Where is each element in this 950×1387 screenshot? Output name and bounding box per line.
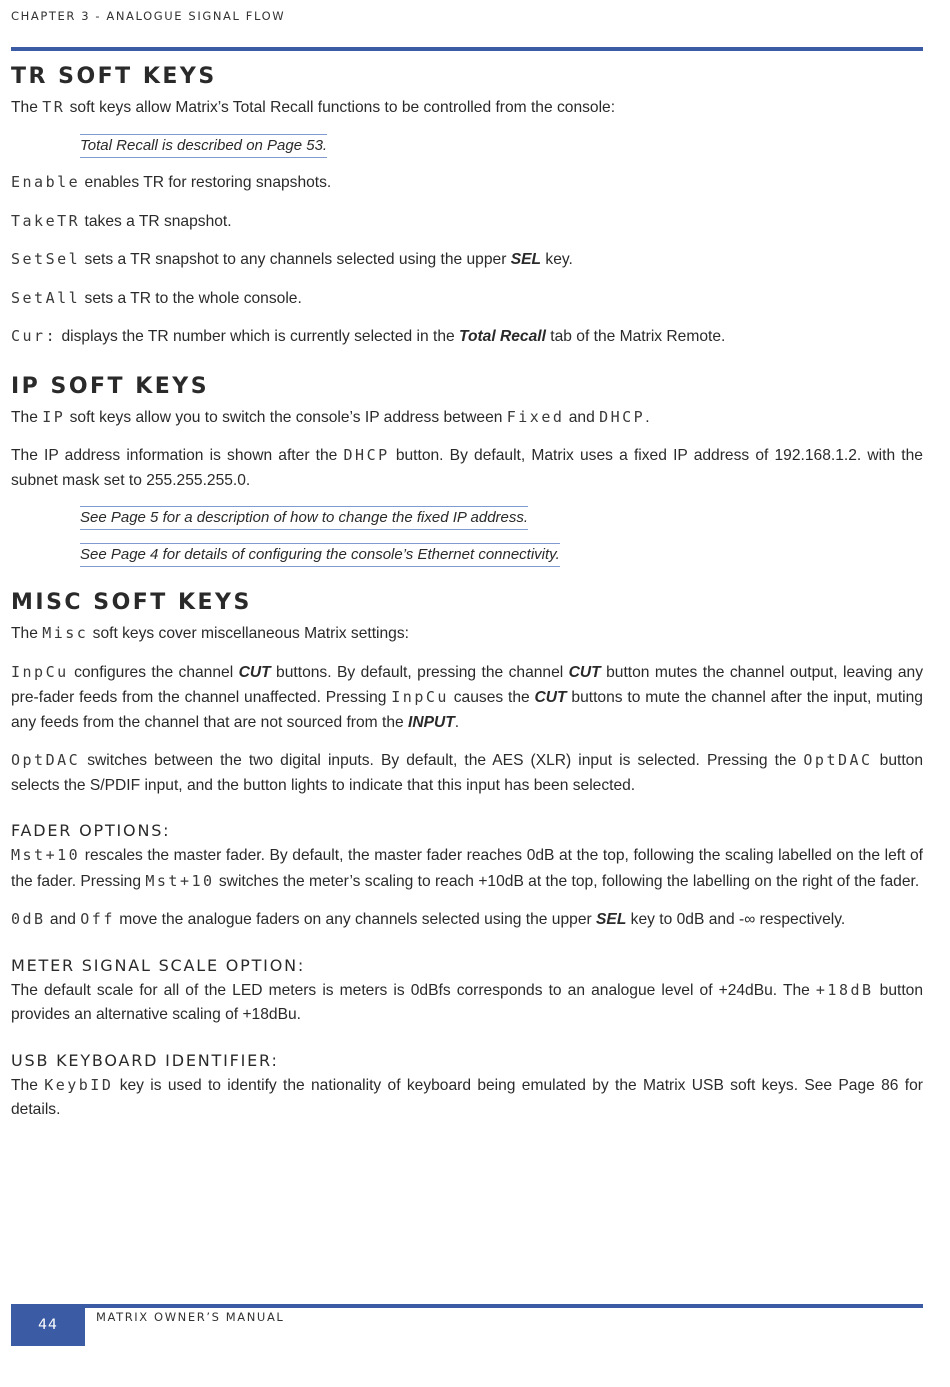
tr-intro: The TR soft keys allow Matrix’s Total Recall functions to be controlled from the console:: [11, 98, 616, 116]
lcd-key-setall: SetAll: [11, 288, 81, 307]
lcd-key-misc: Misc: [42, 624, 89, 642]
ip-note-1: [80, 506, 923, 531]
section-title-misc: MISC SOFT KEYS: [11, 590, 252, 615]
ip-intro: The IP soft keys allow you to switch the console’s IP address between Fixed and DHCP.: [11, 407, 650, 426]
footer-title: MATRIX OWNER’S MANUAL: [96, 1310, 285, 1324]
misc-optdac: OptDAC switches between the two digital inputs. By default, the AES (XLR) input is selected. Pressing the OptDAC button selects the S/PDIF input, and the button lights to indicate that this input has been selected.: [11, 751, 924, 794]
lcd-key-taketr: TakeTR: [11, 211, 81, 230]
header-rule: [11, 47, 923, 51]
running-header: CHAPTER 3 - ANALOGUE SIGNAL FLOW: [11, 9, 286, 23]
lcd-key-dhcp-2: DHCP: [343, 446, 390, 464]
misc-intro: The Misc soft keys cover miscellaneous Matrix settings:: [11, 624, 409, 642]
lcd-key-ip: IP: [42, 407, 66, 426]
lcd-key-optdac: OptDAC: [11, 751, 81, 769]
lcd-key-keybid: KeybID: [44, 1075, 114, 1094]
lcd-key-18db: +18dB: [815, 980, 874, 999]
lcd-key-inpcu: InpCu: [11, 662, 69, 681]
section-title-tr: TR SOFT KEYS: [11, 64, 217, 89]
footer-rule: [11, 1304, 923, 1308]
lcd-key-off: Off: [80, 910, 115, 928]
lcd-key-enable: Enable: [11, 173, 81, 191]
page-number: 44: [11, 1304, 85, 1346]
cross-reference-link[interactable]: See Page 4 for details of configuring the console’s Ethernet connectivity.: [80, 543, 560, 567]
tr-item-enable: Enable enables TR for restoring snapshots.: [11, 173, 332, 191]
tr-item-setsel: SetSel sets a TR snapshot to any channels selected using the upper SEL key.: [11, 250, 573, 268]
lcd-key-tr: TR: [42, 98, 66, 116]
lcd-key-mst10-2: Mst+10: [145, 871, 215, 890]
lcd-key-mst10: Mst+10: [11, 846, 81, 864]
fader-0db: 0dB and Off move the analogue faders on any channels selected using the upper SEL key to 0dB and -∞ respectively.: [11, 910, 846, 928]
ip-info: The IP address information is shown after the DHCP button. By default, Matrix uses a fixed IP address of 192.168.1.2. with the subnet mask set to 255.255.255.0.: [11, 446, 923, 489]
lcd-key-optdac-2: OptDAC: [803, 751, 873, 769]
tr-item-cur: Cur: displays the TR number which is currently selected in the Total Recall tab of the Matrix Remote.: [11, 327, 726, 345]
fader-mst: Mst+10 rescales the master fader. By default, the master fader reaches 0dB at the top, following the scaling labelled on the left of the fader. Pressing Mst+10 switches the meter’s scaling to reach +10dB at the top, following the labelling on the right of the fader.: [11, 846, 923, 890]
misc-inpcu: InpCu configures the channel CUT buttons. By default, pressing the channel CUT button mutes the channel output, leaving any pre-fader feeds from the channel unaffected. Pressing InpCu causes the CUT buttons to mute the channel after the input, muting any feeds from the channel that are not sourced from the INPUT.: [11, 662, 923, 731]
cross-reference-link[interactable]: See Page 5 for a description of how to change the fixed IP address.: [80, 506, 528, 530]
tr-item-taketr: TakeTR takes a TR snapshot.: [11, 211, 232, 230]
subsection-title-fader: FADER OPTIONS:: [11, 821, 171, 840]
tr-item-setall: SetAll sets a TR to the whole console.: [11, 288, 302, 307]
lcd-key-dhcp: DHCP: [599, 407, 646, 426]
lcd-key-setsel: SetSel: [11, 250, 81, 268]
lcd-key-cur: Cur:: [11, 327, 58, 345]
usb-text: The KeybID key is used to identify the nationality of keyboard being emulated by the Matrix USB soft keys. See Page 86 for details.: [11, 1075, 923, 1118]
page-content: [11, 62, 923, 1136]
cross-reference-link[interactable]: Total Recall is described on Page 53.: [80, 134, 327, 158]
subsection-title-meter: METER SIGNAL SCALE OPTION:: [11, 955, 306, 975]
meter-text: The default scale for all of the LED meters is meters is 0dBfs corresponds to an analogue level of +24dBu. The +18dB button provides an alternative scaling of +18dBu.: [11, 980, 924, 1023]
lcd-key-fixed: Fixed: [506, 407, 565, 426]
tr-note: [80, 134, 923, 159]
ip-note-2: [80, 543, 923, 568]
lcd-key-0db: 0dB: [11, 910, 46, 928]
lcd-key-inpcu-2: InpCu: [391, 688, 449, 706]
subsection-title-usb: USB KEYBOARD IDENTIFIER:: [11, 1050, 279, 1070]
section-title-ip: IP SOFT KEYS: [11, 373, 210, 399]
